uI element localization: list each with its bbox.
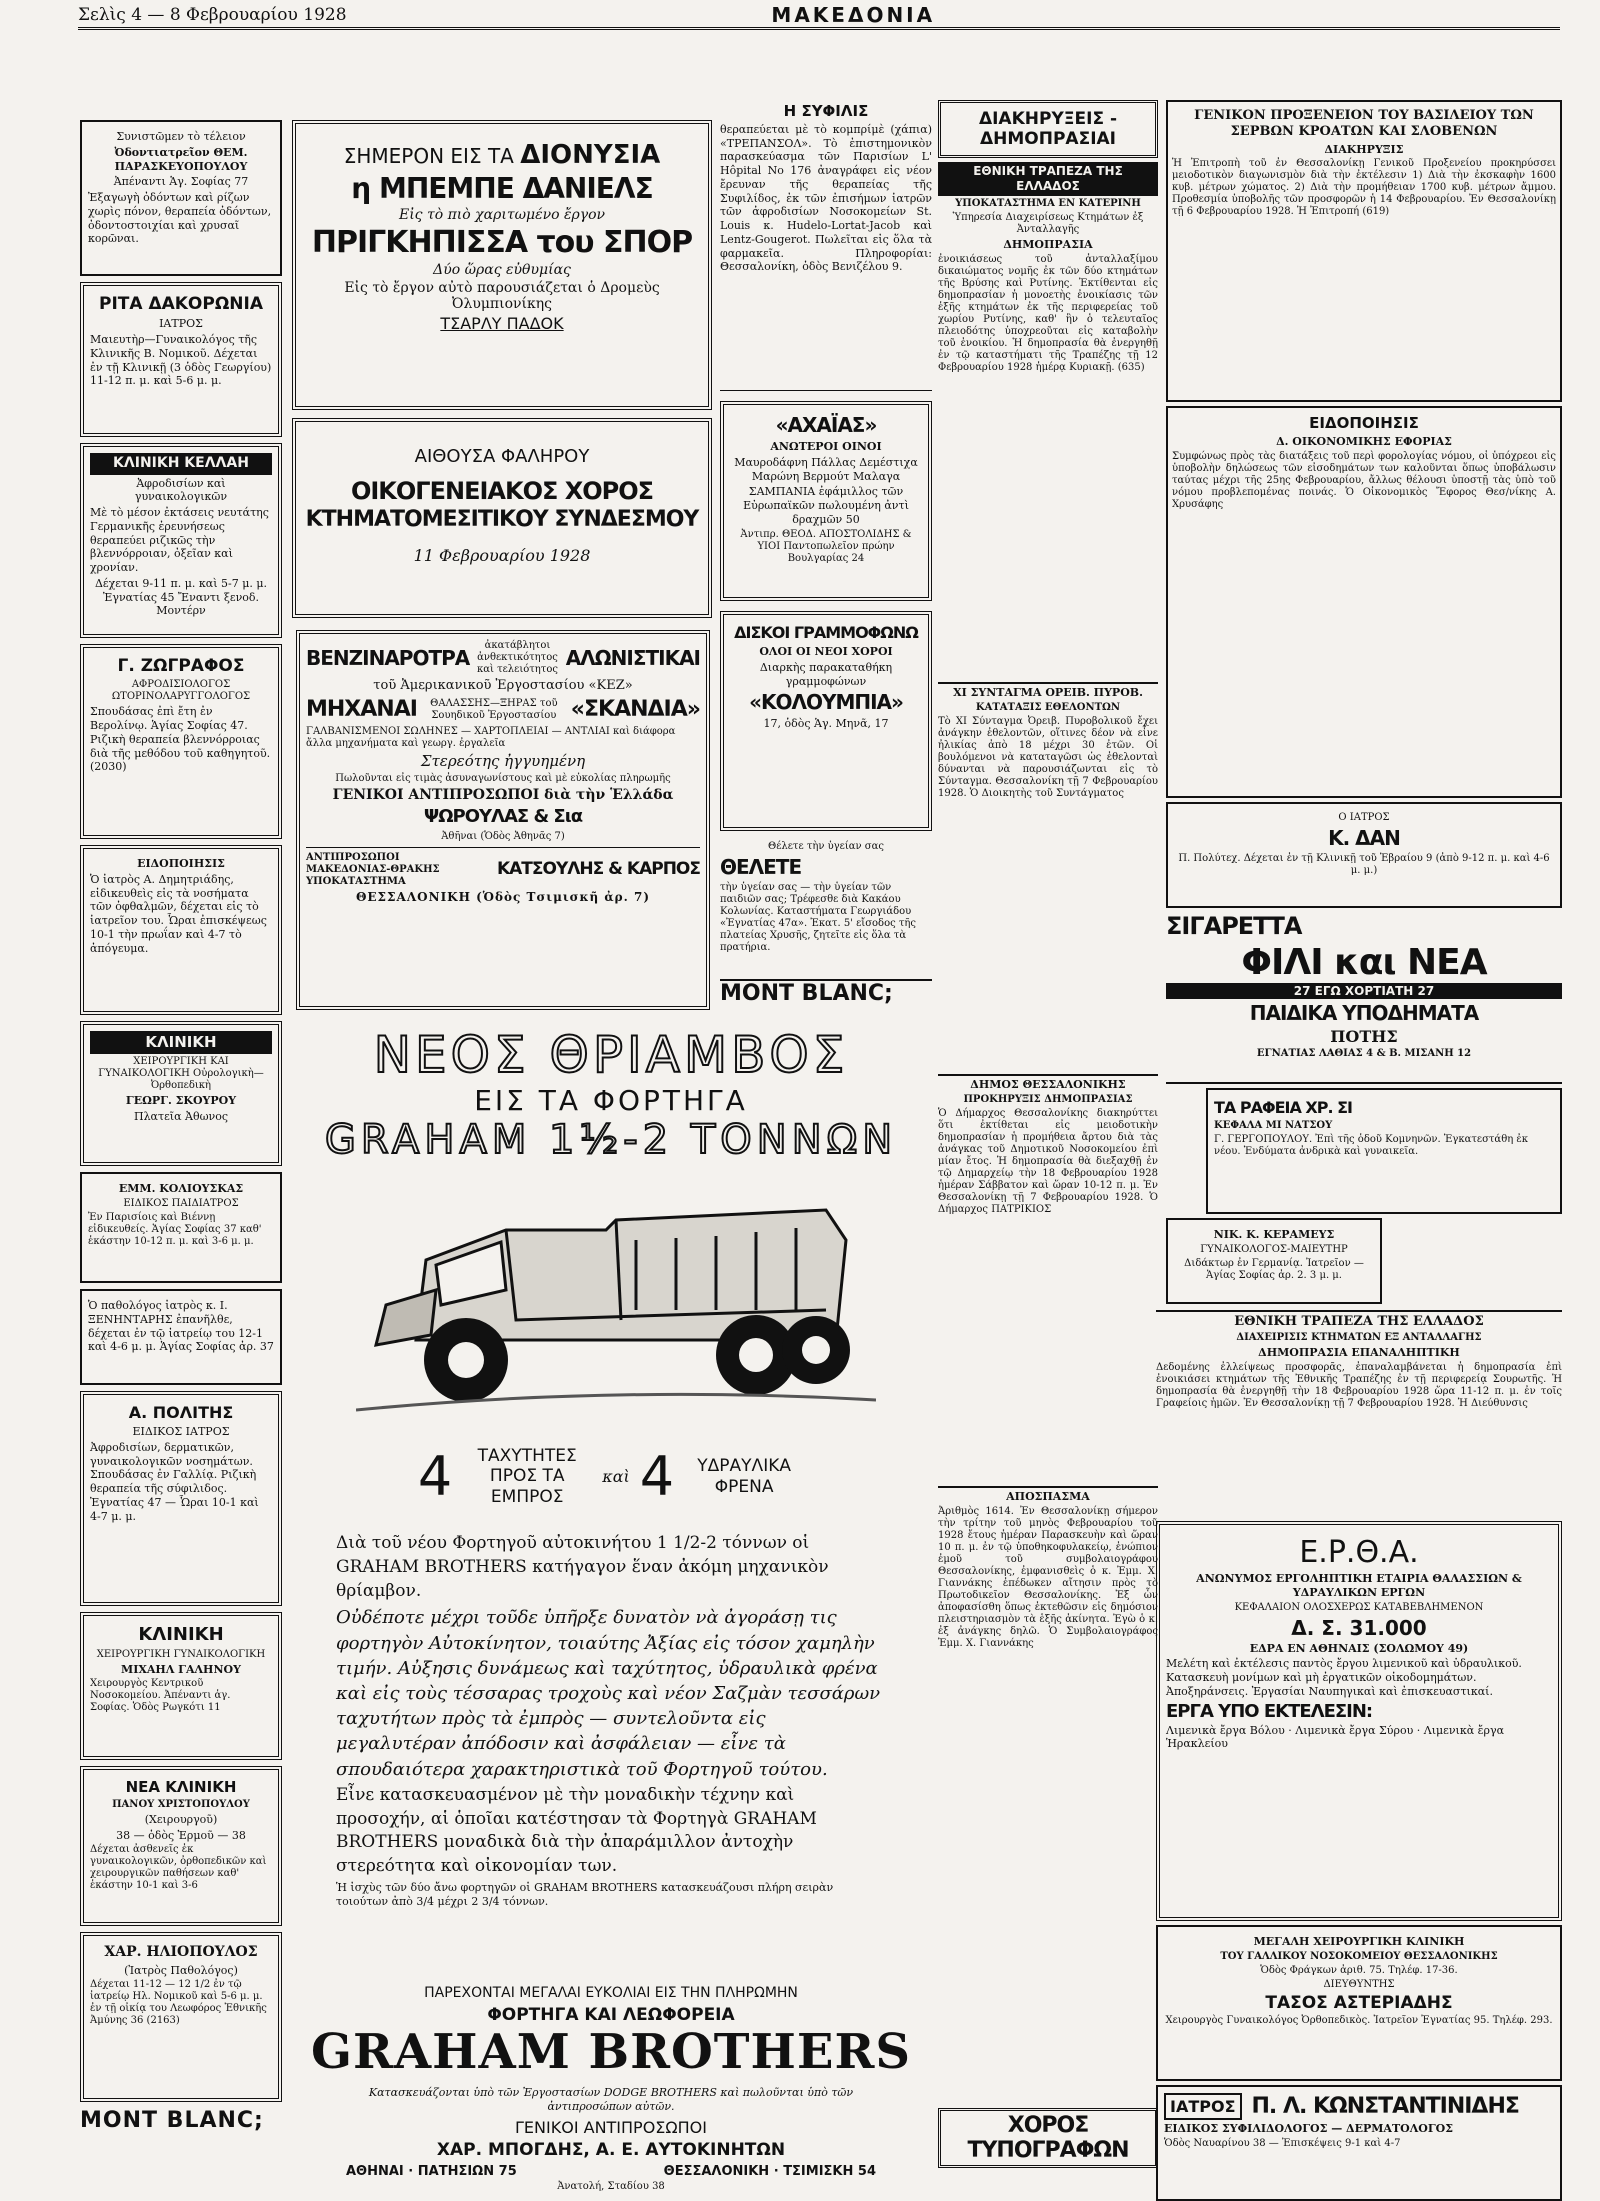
typographers-ball: ΧΟΡΟΣ ΤΥΠΟΓΡΑΦΩΝ: [938, 2108, 1158, 2168]
zografos-body: Σπουδάσας ἐπὶ ἔτη ἐν Βερολίνῳ. Ἁγίας Σοφίας 47. Ριζικὴ θεραπεία βλεννόρροιας διὰ τῆς μεθόδου τοῦ καθηγητοῦ. (2030): [90, 705, 271, 774]
konst-body: Ὁδὸς Ναυαρίνου 38 — Ἐπισκέψεις 9-1 καὶ 4-7: [1164, 2137, 1401, 2149]
clinic-title: ΜΕΓΑΛΗ ΧΕΙΡΟΥΡΓΙΚΗ ΚΛΙΝΙΚΗ: [1253, 1935, 1465, 1948]
tailors-title: ΤΑ ΡΑΦΕΙΑ ΧΡ. ΣΙ: [1214, 1098, 1353, 1117]
iliopoulos-name: ΧΑΡ. ΗΛΙΟΠΟΥΛΟΣ: [104, 1944, 258, 1960]
kellai-hours: Δέχεται 9-11 π. μ. καὶ 5-7 μ. μ. Ἐγνατίας 45 Ἔναντι ξενοδ. Μοντέρν: [94, 576, 267, 618]
family-ball-ad: [292, 418, 712, 618]
graham-footer: Ἀνατολή, Σταδίου 38: [557, 2181, 665, 2192]
army-body: Τὸ ΧΙ Σύνταγμα Ὀρειβ. Πυροβολικοῦ ἔχει ἀνάγκην ἐθελοντῶν, οἵτινες δέον νὰ εἶνε ἠλικίας ἀπὸ 18 μέχρι 30 ἐτῶν. Οἱ βουλόμενοι νὰ καταταγῶσι ὡς ἐθελονταὶ δύνανται νὰ παρουσιάζωνται εἰς τὸ Σύνταγμα. Θεσσαλονίκη τῇ 7 Φεβρουαρίου 1928. Ὁ Διοικητὴς τοῦ Συντάγματος: [938, 715, 1158, 799]
ertha-hq: ΕΔΡΑ ΕΝ ΑΘΗΝΑΙΣ (ΣΟΛΩΜΟΥ 49): [1249, 1641, 1469, 1655]
graham-head2: ΕΙΣ ΤΑ ΦΟΡΤΗΓΑ: [474, 1084, 748, 1117]
achaias-agent: Ἀντιπρ. ΘΕΟΔ. ΑΠΟΣΤΟΛΙΔΗΣ & ΥΙΟΙ Παντοπωλεῖον πρώην Βουλγαρίας 24: [740, 528, 912, 564]
graham-p4: Ἡ ἰσχὺς τῶν δύο ἄνω φορτηγῶν οἱ GRAHAM BROTHERS κατασκευάζουσι πλήρη σειρὰν τοιούτων ἀπὸ 3/4 μέχρι 2 3/4 τόννων.: [336, 1880, 834, 1908]
municipal-body: Ὁ Δήμαρχος Θεσσαλονίκης διακηρύττει ὅτι ἐκτίθεται εἰς μειοδοτικὴν δημοπρασίαν ἡ προμήθεια ἄρτου διὰ τὰς ἀνάγκας τοῦ Δημοτικοῦ Νοσοκομείου ἐπὶ μίαν ἔτος. Ἡ δημοπρασία θὰ διεξαχθῇ ἐν τῷ Δημαρχείῳ τὴν 18 Φεβρουαρίου 1928 ἡμέραν Σάββατον καὶ ὥραν 10-12 π. μ. Ἐν Θεσσαλονίκῃ τῇ 7 Φεβρουαρίου 1928. Ὁ Δήμαρχος ΠΑΤΡΙΚΙΟΣ: [938, 1107, 1158, 1215]
christopoulou-title: ΝΕΑ ΚΛΙΝΙΚΗ: [125, 1778, 237, 1796]
kellai-clinic-ad: [80, 443, 282, 638]
ertha-body: Μελέτη καὶ ἐκτέλεσις παντὸς ἔργου λιμενικοῦ καὶ ὑδραυλικοῦ. Κατασκευὴ μονίμων καὶ μὴ ἐργατικῶν οἰκοδομημάτων. Ἀποξηράνσεις. Ἐργασίαι Ναυπηγικαὶ καὶ ἐπισκευαστικαί.: [1166, 1657, 1522, 1698]
dentist-title: Ὀδοντιατρεῖον ΘΕΜ. ΠΑΡΑΣΚΕΥΟΠΟΥΛΟΥ: [114, 145, 248, 173]
graham-thessaloniki: ΘΕΣΣΑΛΟΝΙΚΗ · ΤΣΙΜΙΣΚΗ 54: [663, 2164, 876, 2179]
announcements-banner: ΔΙΑΚΗΡΥΞΕΙΣ - ΔΗΜΟΠΡΑΣΙΑΙ: [938, 100, 1158, 158]
gramophone-body: Διαρκὴς παρακαταθήκη γραμμοφώνων: [759, 660, 893, 688]
iliopoulos-role: (Ἰατρὸς Παθολόγος): [124, 1963, 238, 1977]
ophthalmologist-title: ΕΙΔΟΠΟΙΗΣΙΣ: [137, 857, 225, 870]
left-column: [80, 120, 282, 2133]
shoes-line2: ΠΑΙΔΙΚΑ ΥΠΟΔΗΜΑΤΑ: [1249, 1001, 1479, 1025]
graham-p6: ΦΟΡΤΗΓΑ ΚΑΙ ΛΕΩΦΟΡΕΙΑ: [487, 2005, 735, 2025]
left-bottom-mont-blanc: MONT BLANC;: [80, 2108, 264, 2133]
ertha-capital: Δ. Σ. 31.000: [1291, 1615, 1427, 1640]
galinou-body: Χειρουργὸς Κεντρικοῦ Νοσοκομείου. Ἀπέναντι ἁγ. Σοφίας. Ὁδὸς Ρωγκότι 11: [90, 1678, 231, 1714]
dionysia-line4: Εἰς τὸ ἔργον αὐτὸ παρουσιάζεται ὁ Δρομεὺς Ὀλυμπιονίκης: [344, 280, 660, 312]
graham-speed: ΤΑΧΥΤΗΤΕΣ ΠΡΟΣ ΤΑ ΕΜΠΡΟΣ: [477, 1445, 577, 1507]
dionysia-cinema-ad: [292, 120, 712, 410]
surgical-clinic-ad: [1156, 1925, 1562, 2081]
dionysia-actor: ΤΣΑΡΛΥ ΠΑΔΟΚ: [440, 314, 564, 333]
bank-repeat-auction: [1156, 1310, 1562, 1517]
bank-title: ΕΘΝΙΚΗ ΤΡΑΠΕΖΑ ΤΗΣ ΕΛΛΑΔΟΣ: [938, 162, 1158, 196]
newspaper-name: ΜΑΚΕΔΟΝΙΑ: [771, 2, 936, 27]
municipal-tender: [938, 1074, 1158, 1486]
clinic-addr: Ὁδὸς Φράγκων ἀριθ. 75. Τηλέφ. 17-36.: [1260, 1964, 1458, 1976]
dan-name: Κ. ΔΑΝ: [1328, 826, 1400, 850]
engines-line3: ΓΑΛΒΑΝΙΣΜΕΝΟΙ ΣΩΛΗΝΕΣ — ΧΑΡΤΟΠΛΕΙΑΙ — ΑΝΤΛΙΑΙ καὶ διάφορα ἄλλα μηχανήματα καὶ γεωργ. ἐργαλεῖα: [306, 725, 676, 749]
clinic-director: ΤΑΣΟΣ ΑΣΤΕΡΙΑΔΗΣ: [1265, 1992, 1453, 2013]
clinic-dir-label: ΔΙΕΥΘΥΝΤΗΣ: [1323, 1978, 1395, 1990]
iliopoulos-body: Δέχεται 11-12 — 12 1/2 ἐν τῷ ἰατρείῳ Ηλ. Νομικοῦ καὶ 5-6 μ. μ. ἐν τῇ οἰκίᾳ του Λεωφόρος Ἐθνικῆς Ἀμύνης 36 (2163): [90, 1979, 267, 2027]
ertha-ad: [1156, 1521, 1562, 1921]
kellai-body: Μὲ τὸ μέσον ἐκτάσεις νευτάτης Γερμανικῆς ἐρευνήσεως θεραπεύει ριζικῶς τὴν βλεννόρροιαν, ὀξεῖαν καὶ χρονίαν.: [90, 506, 269, 574]
graham-brakes-num: 4: [639, 1445, 675, 1508]
dentist-body: Ἐξαγωγὴ ὀδόντων καὶ ρίζων χωρὶς πόνον, θεραπεία ὀδόντων, ὀδοντοστοιχίαι καὶ χρυσαῖ κορῶναι.: [88, 191, 272, 246]
graham-p3: Εἶνε κατασκευασμένον μὲ τὴν μοναδικὴν τέχνην καὶ προσοχήν, αἱ ὁποῖαι κατέστησαν τὰ Φορτηγὰ GRAHAM BROTHERS μοναδικὰ διὰ τὴν ἀπαράμιλλον ἀντοχὴν στερεότητα καὶ οἰκονομίαν των.: [336, 1784, 817, 1877]
engines-skandia: «ΣΚΑΝΔΙΑ»: [570, 697, 700, 723]
bank-head: ΔΗΜΟΠΡΑΣΙΑ: [1003, 238, 1093, 251]
syphilis-title: Η ΣΥΦΙΛΙΣ: [783, 102, 869, 120]
bank2-sub: ΔΙΑΧΕΙΡΙΣΙΣ ΚΤΗΜΑΤΩΝ ΕΞ ΑΝΤΑΛΛΑΓΗΣ: [1236, 1332, 1482, 1344]
engines-ploughs-sub: ἀκατάβλητοι ἀνθεκτικότητος καὶ τελειότητος: [476, 640, 558, 675]
thelete-ad: [720, 839, 932, 979]
column-3: [720, 100, 932, 1006]
bank2-head: ΔΗΜΟΠΡΑΣΙΑ ΕΠΑΝΑΛΗΠΤΙΚΗ: [1258, 1346, 1460, 1360]
syphilis-body: θεραπεύεται μὲ τὸ κομπρίμὲ (χάπια) «ΤΡΕΠΑΝΣΟΛ». Τὸ ἐπιστημονικὸν παρασκεύασμα τῶν Παρισίων L' Hôpital No 176 ἀναγράφει εἰς νέον ἔρευναν τῆς θεραπείας τῆς Συφιλίδος, ἐκ τῶν ἐπισήμων ἰατρῶν τῶν ἀφροδισίων Νοσοκομείων St. Louis κ. Hudelo-Lortat-Jacob καὶ Lentz-Gougerot. Πωλεῖται εἰς ὅλα τὰ φαρμακεῖα. Πληροφορίαι: Θεσσαλονίκη, ὁδὸς Βενιζέλου 9.: [720, 122, 932, 274]
zografos-role: ΑΦΡΟΔΙΣΙΟΛΟΓΟΣ ΩΤΟΡΙΝΟΛΑΡΥΓΓΟΛΟΓΟΣ: [111, 679, 251, 703]
graham-speed-num: 4: [417, 1445, 453, 1508]
iliopoulos-ad: [80, 1932, 282, 2102]
dentist-intro: Συνιστῶμεν τὸ τέλειον: [116, 130, 246, 143]
bank2-body: Δεδομένης ἐλλείψεως προσφορᾶς, ἐπαναλαμβάνεται ἡ δημοπρασία ἐπὶ ἐνοικιάσει κτημάτων τῆς Ἐθνικῆς Τραπέζης ἐν τῇ περιφερείᾳ Σουρωτῆς. Ἡ δημοπρασία θὰ ἐνεργηθῇ τὴν 18 Φεβρουαρίου 1928 ὥρα 11-12 π. μ. ἐν τοῖς Γραφείοις ἡμῶν. Ἐν Θεσσαλονίκῃ τῇ 7 Φεβρουαρίου 1928. Ἡ Διεύθυνσις: [1156, 1362, 1562, 1409]
page-header: [78, 2, 1560, 30]
mont-blanc-ad: MONT BLANC;: [720, 979, 932, 1006]
graham-head1: ΝΕΟΣ ΘΡΙΑΜΒΟΣ: [373, 1026, 849, 1084]
consulate-notice: [1166, 100, 1562, 402]
politis-role: ΕΙΔΙΚΟΣ ΙΑΤΡΟΣ: [132, 1425, 230, 1438]
konst-name: Π. Λ. ΚΩΝΣΤΑΝΤΙΝΙΔΗΣ: [1251, 2094, 1519, 2119]
xenintaris-ad: [80, 1289, 282, 1385]
graham-p7: Κατασκευάζονται ὑπὸ τῶν Ἐργοστασίων DODGE BROTHERS καὶ πωλοῦνται ὑπὸ τῶν ἀντιπροσώπων αὐτῶν.: [368, 2086, 854, 2113]
column-5: [1156, 100, 1562, 2201]
ophthalmologist-body: Ὁ ἰατρὸς Α. Δημητριάδης, εἰδικευθεὶς εἰς τὰ νοσήματα τῶν ὀφθαλμῶν, δέχεται εἰς τὸ ἰατρεῖον του. Ὧραι ἐπισκέψεως 10-1 τὴν πρωΐαν καὶ 4-7 τὸ ἀπόγευμα.: [90, 872, 267, 955]
koliouskas-name: ΕΜΜ. ΚΟΛΙΟΥΣΚΑΣ: [118, 1182, 244, 1195]
koliouskas-ad: [80, 1172, 282, 1283]
bank-body: ἐνοικιάσεως τοῦ ἀνταλλαξίμου δικαιώματος νομῆς ἐκ τῶν δύο κτημάτων τῆς Βρύσης καὶ Ρυτίνης. Ἐκτίθενται εἰς δημοπρασίαν ἡ μονοετὴς ἐνοικίασις τῶν ἑξῆς κτημάτων ἐκ τῆς περιφερείας τοῦ χωρίου Ρυτίνης, καθ' ἣν ὁ τελευταῖος πλειοδότης ὑποχρεοῦται εἰς καταβολὴν τοῦ ἐνοικίου. Ἡ δημοπρασία θὰ ἐνεργηθῇ ἐν τῷ καταστήματι τῆς Τραπέζης τῇ 12 Φεβρουαρίου 1928 ἡμέρᾳ Κυριακῇ. (635): [938, 253, 1158, 373]
tax-body: Συμφώνως πρὸς τὰς διατάξεις τοῦ περὶ φορολογίας νόμου, οἱ ὑπόχρεοι εἰς ὑποβολὴν δηλώσεως τῶν εἰσοδημάτων των καλοῦνται ὅπως ὑποβάλωσιν ταύτας μέχρι τῆς 25ης Φεβρουαρίου, ἄλλως θέλουσι ὑποστῇ τὰς ὑπὸ τοῦ νόμου προβλεπομένας ποινάς. Ὁ Οἰκονομικὸς Ἔφορος Θεσ/νίκης Α. Χρυσάφης: [1172, 450, 1556, 510]
dionysia-film: ΠΡΙΓΚΗΠΙΣΣΑ του ΣΠΟΡ: [311, 225, 693, 260]
cigarettes-title: ΣΙΓΑΡΕΤΤΑ: [1166, 912, 1302, 940]
politis-ad: [80, 1391, 282, 1606]
bank-auction: [938, 162, 1158, 682]
engines-line8b: ΚΑΤΣΟΥΛΗΣ & ΚΑΡΠΟΣ: [496, 858, 700, 879]
bank2-title: ΕΘΝΙΚΗ ΤΡΑΠΕΖΑ ΤΗΣ ΕΛΛΑΔΟΣ: [1234, 1314, 1484, 1329]
graham-and: καὶ: [602, 1467, 630, 1486]
achaias-body: ΣΑΜΠΑΝΙΑ ἐφάμιλλος τῶν Εὐρωπαϊκῶν πωλουμένη ἀντὶ δραχμῶν 50: [743, 485, 909, 526]
syphilis-ad: [720, 100, 932, 391]
consulate-body: Ἡ Ἐπιτροπὴ τοῦ ἐν Θεσσαλονίκῃ Γενικοῦ Προξενείου προκηρύσσει μειοδοτικὸν διαγωνισμὸν διὰ τὴν ἐκτέλεσιν 1) Διὰ τὴν ἐκσκαφὴν 1600 κυβ. μέτρων χώματος. 2) Διὰ τὴν προμήθειαν 1700 κυβ. μέτρων ἄμμου. Προθεσμία ὑποβολῆς τῶν προσφορῶν ἡ 14 Φεβρουαρίου. Ἐν Θεσσαλονίκῃ τῇ 6 Φεβρουαρίου 1928. Ἡ Ἐπιτροπή (619): [1172, 158, 1556, 218]
konst-role: ΙΑΤΡΟΣ: [1164, 2093, 1242, 2120]
engines-line4: Στερεότης ἠγγυημένη: [420, 751, 586, 770]
page-date: Σελὶς 4 — 8 Φεβρουαρίου 1928: [78, 4, 347, 25]
ophthalmologist-notice: [80, 845, 282, 1015]
engines-ploughs: ΒΕΝΖΙΝΑΡΟΤΡΑ: [306, 645, 470, 670]
cigarettes-ad: [1166, 912, 1562, 1084]
kerameus-body: Διδάκτωρ ἐν Γερμανίᾳ. Ἰατρεῖον — Ἁγίας Σοφίας ἀρ. 2. 3 μ. μ.: [1184, 1257, 1364, 1281]
dan-doctor-ad: [1166, 802, 1562, 908]
army-volunteers: [938, 682, 1158, 1074]
kerameus-role: ΓΥΝΑΙΚΟΛΟΓΟΣ-ΜΑΙΕΥΤΗΡ: [1200, 1243, 1348, 1255]
thelete-pre: Θέλετε τὴν ὑγείαν σας: [768, 841, 884, 852]
shoes-line3: ΠΟΤΗΣ: [1330, 1027, 1398, 1046]
koliouskas-role: ΕΙΔΙΚΟΣ ΠΑΙΔΙΑΤΡΟΣ: [123, 1197, 239, 1209]
cigarettes-sub: 27 ΕΓΩ ΧΟΡΤΙΑΤΗ 27: [1166, 983, 1562, 999]
gramophone-name: «ΚΟΛΟΥΜΠΙΑ»: [749, 690, 903, 715]
kerameus-ad: [1166, 1218, 1382, 1304]
kerameus-name: ΝΙΚ. Κ. ΚΕΡΑΜΕΥΣ: [1213, 1228, 1335, 1241]
tailors-ad: [1206, 1088, 1562, 1214]
dan-line1: Ο ΙΑΤΡΟΣ: [1338, 812, 1390, 823]
dentist-address: Ἀπέναντι Ἁγ. Σοφίας 77: [113, 175, 249, 189]
ertha-sub: ΑΝΩΝΥΜΟΣ ΕΡΓΟΛΗΠΤΙΚΗ ΕΤΑΙΡΙΑ ΘΑΛΑΣΣΙΩΝ & ΥΔΡΑΥΛΙΚΩΝ ΕΡΓΩΝ: [1196, 1572, 1522, 1599]
achaias-sub: ΑΝΩΤΕΡΟΙ ΟΙΝΟΙ: [770, 440, 882, 453]
ball-date: 11 Φεβρουαρίου 1928: [413, 546, 591, 565]
cigarettes-brand: ΦΙΛΙ και ΝΕΑ: [1241, 942, 1487, 983]
politis-body: Ἀφροδισίων, δερματικῶν, γυναικολογικῶν νοσημάτων. Σπουδάσας ἐν Γαλλίᾳ. Ριζικὴ θεραπεία τῆς σύφιλιδος. Ἐγνατίας 47 — Ὧραι 10-1 καὶ 4-7 μ. μ.: [90, 1440, 259, 1523]
graham-brothers-ad: [296, 1020, 926, 2195]
galinou-title: ΚΛΙΝΙΚΗ: [138, 1624, 224, 1645]
ball-title1: ΟΙΚΟΓΕΝΕΙΑΚΟΣ ΧΟΡΟΣ: [350, 477, 654, 505]
galinou-clinic-ad: [80, 1612, 282, 1760]
konstantinidis-ad: [1156, 2085, 1562, 2201]
ertha-title: Ε.Ρ.Θ.Α.: [1299, 1535, 1419, 1570]
bank-branch: ΥΠΟΚΑΤΑΣΤΗΜΑ ΕΝ ΚΑΤΕΡΙΝΗ: [955, 198, 1141, 209]
konst-sub: ΕΙΔΙΚΟΣ ΣΥΦΙΛΙΔΟΛΟΓΟΣ — ΔΕΡΜΑΤΟΛΟΓΟΣ: [1164, 2122, 1454, 2135]
municipal-title: ΔΗΜΟΣ ΘΕΣΣΑΛΟΝΙΚΗΣ: [970, 1078, 1126, 1091]
consulate-sub: ΔΙΑΚΗΡΥΞΙΣ: [1324, 142, 1404, 156]
shoes-line4: ΕΓΝΑΤΙΑΣ ΛΑΘΙΑΣ 4 & Β. ΜΙΣΑΝΗ 12: [1256, 1048, 1472, 1059]
engines-line2: τοῦ Ἀμερικανικοῦ Ἐργοστασίου «ΚΕΖ»: [373, 678, 633, 693]
dakoronia-role: ΙΑΤΡΟΣ: [159, 317, 203, 331]
engines-line6: ΓΕΝΙΚΟΙ ΑΝΤΙΠΡΟΣΩΠΟΙ διὰ τὴν Ἑλλάδα: [332, 786, 674, 803]
skourou-name: ΓΕΩΡΓ. ΣΚΟΥΡΟΥ: [125, 1093, 237, 1107]
zografos-name: Γ. ΖΩΓΡΑΦΟΣ: [117, 656, 245, 676]
skourou-sub: ΧΕΙΡΟΥΡΓΙΚΗ ΚΑΙ ΓΥΝΑΙΚΟΛΟΓΙΚΗ Οὐρολογικὴ—Ὀρθοπεδικὴ: [98, 1055, 264, 1091]
dionysia-star: η ΜΠΕΜΠΕ ΔΑΝΙΕΛΣ: [351, 172, 653, 205]
ertha-list: Λιμενικὰ ἔργα Βόλου · Λιμενικὰ ἔργα Σύρου · Λιμενικὰ ἔργα Ἡρακλείου: [1166, 1723, 1505, 1751]
graham-p1: Διὰ τοῦ νέου Φορτηγοῦ αὐτοκινήτου 1 1/2-2 τόννων οἱ GRAHAM BROTHERS κατήγαγον ἕναν ἀκόμη μηχανικὸν θρίαμβον.: [336, 1533, 829, 1601]
thelete-body: τὴν ὑγείαν σας — τὴν ὑγείαν τῶν παιδιῶν σας; Τρέφεσθε διὰ Κακάου Κολωνίας. Καταστήματα Γεωργιάδου «Ἐγνατίας 47α». Ἐκατ. 5' εἴσοδος τῆς πλατείας Χρυσῆς, ζητεῖτε εἰς ὅλα τὰ πρατήρια.: [720, 882, 917, 953]
gramophone-records-ad: [720, 611, 932, 831]
graham-brakes: ΥΔΡΑΥΛΙΚΑ ΦΡΕΝΑ: [697, 1456, 791, 1497]
dionysia-venue: ΔΙΟΝΥΣΙΑ: [520, 140, 661, 170]
army-sub: ΚΑΤΑΤΑΞΙΣ ΕΘΕΛΟΝΤΩΝ: [975, 701, 1121, 713]
graham-p2: Οὐδέποτε μέχρι τοῦδε ὑπῆρξε δυνατὸν νὰ ἀγοράσῃ τις φορτηγὸν Αὐτοκίνητον, τοιαύτης Ἀξίας εἰς τόσον χαμηλὴν τιμήν. Αὐξησις δυνάμεως καὶ ταχύτητος, ὑδραυλικὰ φρένα καὶ εἰς τοὺς τέσσαρας τροχοὺς καὶ νέον Σαζμὰν τεσσάρων ταχυτήτων πρὸς τὰ ἐμπρὸς — συντελοῦντα εἰς μεγαλυτέραν ἀπόδοσιν καὶ ἀσφάλειαν — εἶνε τὰ σπουδαιότερα χαρακτηριστικὰ τοῦ Φορτηγοῦ τούτου.: [336, 1607, 881, 1780]
skourou-title: ΚΛΙΝΙΚΗ: [90, 1031, 272, 1054]
achaias-list: Μαυροδάφνη Πάλλας Δεμέστιχα Μαρώνη Βερμούτ Μαλαγα: [734, 455, 918, 483]
notary-extract: [938, 1486, 1158, 2108]
koliouskas-body: Ἐν Παρισίοις καὶ Βιέννῃ εἰδικευθείς. Ἁγίας Σοφίας 37 καθ' ἑκάστην 10-12 π. μ. καὶ 3-6 μ. μ.: [88, 1211, 262, 1247]
zografos-ad: [80, 644, 282, 839]
tax-sub: Δ. ΟΙΚΟΝΟΜΙΚΗΣ ΕΦΟΡΙΑΣ: [1276, 434, 1452, 448]
clinic-body: Χειρουργὸς Γυναικολόγος Ὀρθοπεδικὸς. Ἰατρεῖον Ἐγνατίας 95. Τηλέφ. 293.: [1165, 2014, 1553, 2026]
notary-body: Ἀριθμὸς 1614. Ἐν Θεσσαλονίκῃ σήμερον τὴν τρίτην τοῦ μηνὸς Φεβρουαρίου τοῦ 1928 ἔτους ἡμέραν Παρασκευὴν καὶ ὥραν 10 π. μ. ἐν τῷ ὑποθηκοφυλακείῳ, ἐνώπιον ἐμοῦ τοῦ συμβολαιογράφου Θεσσαλονίκης, ἐμφανισθεὶς ὁ κ. Ἐμμ. Χ. Γιαννάκης ἐπέδωκεν αἴτησιν πρὸς τὸ Πρωτοδικεῖον Θεσσαλονίκης. Ἐξ ὧν ἀποφασίσθη ὅπως ἐκτεθῶσιν εἰς δημόσιον πλειστηριασμὸν τὰ ἑξῆς ἀκίνητα. Ἐγὼ ὁ κ. ἐξ ἀνάγκης δηλῶ. Ὁ Συμβολαιογράφος Ἐμμ. Χ. Γιαννάκης: [938, 1505, 1158, 1649]
xenintaris-text: Ὁ παθολόγος ἰατρὸς κ. Ι. ΞΕΝΗΝΤΑΡΗΣ ἐπανῆλθε, δέχεται ἐν τῷ ἰατρείῳ του 12-1 καὶ 4-6 μ. μ. Ἁγίας Σοφίας ἀρ. 37: [88, 1299, 274, 1354]
skourou-address: Πλατεῖα Ἀθωνος: [133, 1109, 229, 1123]
dan-body: Π. Πολύτεχ. Δέχεται ἐν τῇ Κλινικῇ τοῦ Ἑβραίου 9 (ἀπὸ 9-12 π. μ. καὶ 4-6 μ. μ.): [1178, 853, 1550, 876]
engines-machines: ΜΗΧΑΝΑΙ: [306, 697, 417, 723]
engines-line8a: ΑΝΤΙΠΡΟΣΩΠΟΙ ΜΑΚΕΔΟΝΙΑΣ-ΘΡΑΚΗΣ ΥΠΟΚΑΤΑΣΤΗΜΑ: [306, 851, 440, 887]
dionysia-line1: ΣΗΜΕΡΟΝ ΕΙΣ ΤΑ ΔΙΟΝΥΣΙΑ: [343, 140, 661, 170]
clinic-sub: ΤΟΥ ΓΑΛΛΙΚΟΥ ΝΟΣΟΚΟΜΕΙΟΥ ΘΕΣΣΑΛΟΝΙΚΗΣ: [1220, 1950, 1498, 1962]
graham-p5: ΠΑΡΕΧΟΝΤΑΙ ΜΕΓΑΛΑΙ ΕΥΚΟΛΙΑΙ ΕΙΣ ΤΗΝ ΠΛΗΡΩΜΗΝ: [424, 1985, 798, 2001]
army-title: ΧΙ ΣΥΝΤΑΓΜΑ ΟΡΕΙΒ. ΠΥΡΟΒ.: [953, 686, 1143, 699]
engines-ad: [296, 630, 710, 1010]
column-4: [938, 100, 1158, 2168]
ball-title2: ΚΤΗΜΑΤΟΜΕΣΙΤΙΚΟΥ ΣΥΝΔΕΣΜΟΥ: [305, 507, 699, 532]
dakoronia-body: Μαιευτὴρ—Γυναικολόγος τῆς Κλινικῆς Β. Νομικοῦ. Δέχεται ἐν τῇ Κλινικῇ (3 ὁδὸς Γεωργίου) 11-12 π. μ. καὶ 5-6 μ. μ.: [90, 333, 272, 388]
thelete-title: ΘΕΛΕΤΕ: [720, 855, 802, 879]
christopoulou-sub: (Χειρουργοῦ): [144, 1812, 218, 1826]
gramophone-sub: ΟΛΟΙ ΟΙ ΝΕΟΙ ΧΟΡΟΙ: [759, 645, 893, 658]
christopoulou-address: 38 — ὁδὸς Ἑρμοῦ — 38: [116, 1828, 246, 1842]
skourou-clinic-ad: [80, 1021, 282, 1166]
kellai-title: ΚΛΙΝΙΚΗ ΚΕΛΛΑΗ: [90, 453, 272, 475]
engines-line7b: Ἀθῆναι (Ὁδὸς Ἀθηνᾶς 7): [441, 830, 565, 842]
dionysia-line2: Εἰς τὸ πιὸ χαριτωμένο ἔργον: [398, 207, 606, 223]
engines-line7: ΨΩΡΟΥΛΑΣ & Σια: [423, 806, 583, 827]
bank-service: Ὑπηρεσία Διαχειρίσεως Κτημάτων ἐξ Ἀνταλλαγῆς: [952, 212, 1144, 235]
achaias-wine-ad: [720, 401, 932, 601]
engines-line5: Πωλοῦνται εἰς τιμὰς ἀσυναγωνίστους καὶ μὲ εὐκολίας πληρωμῆς: [335, 772, 671, 784]
engines-marine: ΘΑΛΑΣΣΗΣ—ΞΗΡΑΣ τοῦ Σουηδικοῦ Ἐργοστασίου: [430, 698, 558, 721]
kellai-sub: Ἀφροδισίων καὶ γυναικολογικῶν: [134, 476, 228, 504]
christopoulou-name: ΠΑΝΟΥ ΧΡΙΣΤΟΠΟΥΛΟΥ: [112, 1798, 250, 1810]
christopoulou-clinic-ad: [80, 1766, 282, 1926]
gramophone-address: 17, ὁδὸς Ἁγ. Μηνᾶ, 17: [763, 717, 889, 731]
tailors-sub: ΚΕΦΑΛΑ ΜΙ ΝΑΤΣΟΥ: [1214, 1120, 1333, 1131]
consulate-title: ΓΕΝΙΚΟΝ ΠΡΟΞΕΝΕΙΟΝ ΤΟΥ ΒΑΣΙΛΕΙΟΥ ΤΩΝ ΣΕΡΒΩΝ ΚΡΟΑΤΩΝ ΚΑΙ ΣΛΟΒΕΝΩΝ: [1194, 108, 1534, 140]
galinou-name: ΜΙΧΑΗΛ ΓΑΛΗΝΟΥ: [121, 1662, 241, 1676]
politis-name: Α. ΠΟΛΙΤΗΣ: [128, 1403, 234, 1422]
gramophone-title: ΔΙΣΚΟΙ ΓΡΑΜΜΟΦΩΝΩ: [734, 623, 918, 642]
graham-head3: GRAHAM 1½-2 ΤΟΝΝΩΝ: [324, 1117, 898, 1163]
tailors-body: Γ. ΓΕΡΓΟΠΟΥΛΟΥ. Ἐπὶ τῆς ὁδοῦ Κομνηνῶν. Ἐγκατεστάθη ἐκ νέου. Ἐνδύματα ἀνδρικὰ καὶ γυναικεῖα.: [1214, 1134, 1528, 1157]
engines-threshers: ΑΛΩΝΙΣΤΙΚΑΙ: [565, 645, 700, 670]
graham-brand: GRAHAM BROTHERS: [310, 2024, 912, 2080]
dionysia-line3: Δύο ὥρας εὐθυμίας: [433, 262, 571, 278]
graham-athens: ΑΘΗΝΑΙ · ΠΑΤΗΣΙΩΝ 75: [346, 2164, 517, 2179]
truck-illustration: [356, 1170, 876, 1430]
graham-p9: ΧΑΡ. ΜΠΟΓΔΗΣ, Α. Ε. ΑΥΤΟΚΙΝΗΤΩΝ: [436, 2140, 786, 2160]
tax-notice: [1166, 406, 1562, 798]
ball-venue: ΑΙΘΟΥΣΑ ΦΑΛΗΡΟΥ: [414, 446, 590, 467]
graham-p8: ΓΕΝΙΚΟΙ ΑΝΤΙΠΡΟΣΩΠΟΙ: [515, 2118, 707, 2137]
dentist-ad: [80, 120, 282, 276]
christopoulou-body: Δέχεται ἀσθενεῖς ἐκ γυναικολογικῶν, ὀρθοπεδικῶν καὶ χειρουργικῶν παθήσεων καθ' ἑκάστην 10-1 καὶ 3-6: [90, 1844, 267, 1892]
galinou-sub: ΧΕΙΡΟΥΡΓΙΚΗ ΓΥΝΑΙΚΟΛΟΓΙΚΗ: [96, 1648, 266, 1660]
achaias-title: «ΑΧΑΪΑΣ»: [775, 413, 877, 437]
municipal-sub: ΠΡΟΚΗΡΥΞΙΣ ΔΗΜΟΠΡΑΣΙΑΣ: [963, 1093, 1133, 1105]
ertha-works: ΕΡΓΑ ΥΠΟ ΕΚΤΕΛΕΣΙΝ:: [1166, 1700, 1373, 1722]
ertha-capital-label: ΚΕΦΑΛΑΙΟΝ ΟΛΟΣΧΕΡΩΣ ΚΑΤΑΒΕΒΛΗΜΕΝΟΝ: [1234, 1601, 1484, 1613]
tax-title: ΕΙΔΟΠΟΙΗΣΙΣ: [1309, 414, 1419, 432]
notary-title: ΑΠΟΣΠΑΣΜΑ: [1006, 1490, 1090, 1503]
dakoronia-ad: [80, 282, 282, 437]
engines-line9: ΘΕΣΣΑΛΟΝΙΚΗ (Ὁδὸς Τσιμισκῆ ἀρ. 7): [355, 889, 651, 904]
dakoronia-name: ΡΙΤΑ ΔΑΚΟΡΩΝΙΑ: [98, 294, 263, 314]
